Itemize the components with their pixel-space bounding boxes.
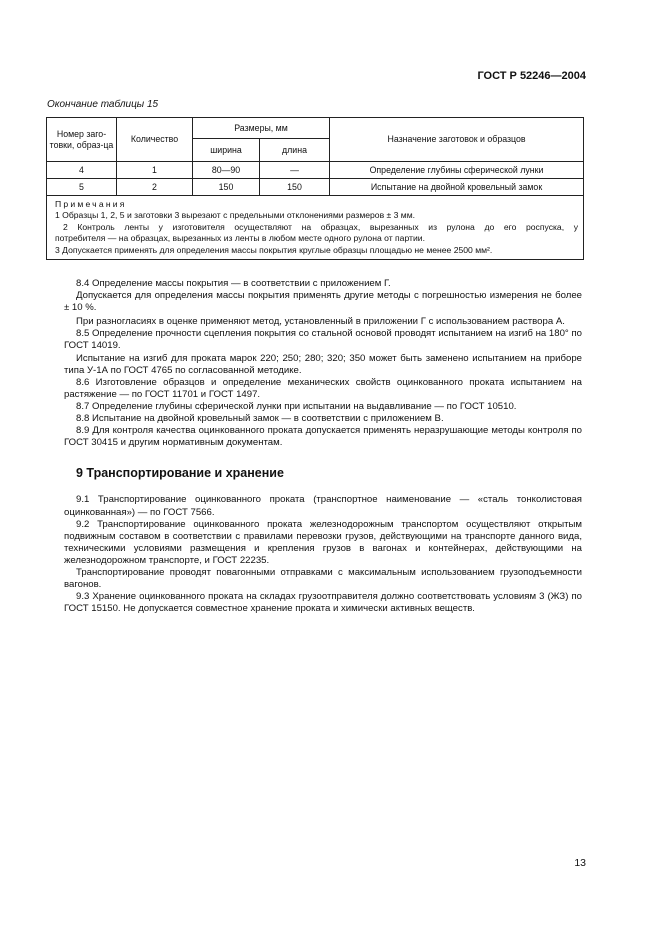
specimen-table [46,117,584,260]
paragraph: 8.9 Для контроля качества оцинкованного проката допускается применять неразрушающие методы контроля по ГОСТ 30415 и другим нормативным документам. [64,425,582,449]
cell-number: 4 [47,162,117,179]
cell-quantity: 2 [117,179,193,196]
paragraph: 9.3 Хранение оцинкованного проката на складах грузоотправителя должно соответствовать условиям 3 (ЖЗ) по ГОСТ 15150. Не допускается совместное хранение проката и химически активных веществ. [64,591,582,615]
header-length: длина [260,139,330,162]
paragraph: Транспортирование проводят повагонными отправками с максимальным использованием грузоподъемности вагонов. [64,566,582,591]
header-sizes: Размеры, мм [193,118,330,139]
cell-length: — [260,162,330,179]
table-notes [47,196,584,260]
section-title: 9 Транспортирование и хранение [76,466,284,481]
header-purpose: Назначение заготовок и образцов [330,118,584,162]
notes-title: Примечания [55,199,127,209]
cell-number: 5 [47,179,117,196]
note-item: потребителя — на образцах, вырезанных из ленты в любом месте одного рулона от партии. [55,233,425,244]
paragraph: 8.8 Испытание на двойной кровельный замок — в соответствии с приложением В. [76,413,444,425]
cell-length: 150 [260,179,330,196]
body-text [64,278,582,615]
paragraph: 8.6 Изготовление образцов и определение механических свойств оцинкованного проката испытанием на растяжение — по ГОСТ 11701 и ГОСТ 1497. [64,376,582,400]
note-item: 3 Допускается применять для определения массы покрытия круглые образцы площадью не менее 2500 мм². [55,244,493,255]
cell-quantity: 1 [117,162,193,179]
paragraph: При разногласиях в оценке применяют метод, установленный в приложении Г с использованием раствора А. [76,316,565,328]
cell-purpose: Определение глубины сферической лунки [330,162,584,179]
note-item: 1 Образцы 1, 2, 5 и заготовки 3 вырезают с предельными отклонениями размеров ± 3 мм. [55,210,415,221]
note-item: 2 Контроль ленты у изготовителя осуществляют на образцах, вырезанных из рулона до его роспуска, у [63,221,579,232]
header-quantity: Количество [117,118,193,162]
cell-purpose: Испытание на двойной кровельный замок [330,179,584,196]
table-row [47,179,584,196]
paragraph: Испытание на изгиб для проката марок 220; 250; 280; 320; 350 может быть заменено испытанием на приборе типа У-1А по ГОСТ 4765 по согласованной методике. [64,352,582,376]
table-row [47,162,584,179]
table-caption: Окончание таблицы 15 [47,99,159,110]
header-blank-number: Номер заго-товки, образ-ца [47,118,117,162]
paragraph: 8.5 Определение прочности сцепления покрытия со стальной основой проводят испытанием на изгиб на 180° по ГОСТ 14019. [64,328,582,352]
paragraph: 9.2 Транспортирование оцинкованного проката железнодорожным транспортом осуществляют открытым подвижным составом в соответствии с правилами перевозки грузов, действующими на транспорте данного вида, техническими условиями размещения и крепления грузов в вагонах и контейнерах, действующими на железнодорожном транспорте, и ГОСТ 22235. [64,518,582,566]
paragraph: 8.7 Определение глубины сферической лунки при испытании на выдавливание — по ГОСТ 10510. [76,400,517,412]
paragraph: 9.1 Транспортирование оцинкованного проката (транспортное наименование — «сталь тонколистовая оцинкованная») — по ГОСТ 7566. [64,494,582,518]
cell-width: 150 [193,179,260,196]
paragraph: Допускается для определения массы покрытия применять другие методы с погрешностью измерения не более ± 10 %. [64,290,582,314]
paragraph: 8.4 Определение массы покрытия — в соответствии с приложением Г. [76,278,391,289]
page-number: 13 [574,857,586,869]
header-width: ширина [193,139,260,162]
cell-width: 80—90 [193,162,260,179]
document-code: ГОСТ Р 52246—2004 [477,70,586,82]
